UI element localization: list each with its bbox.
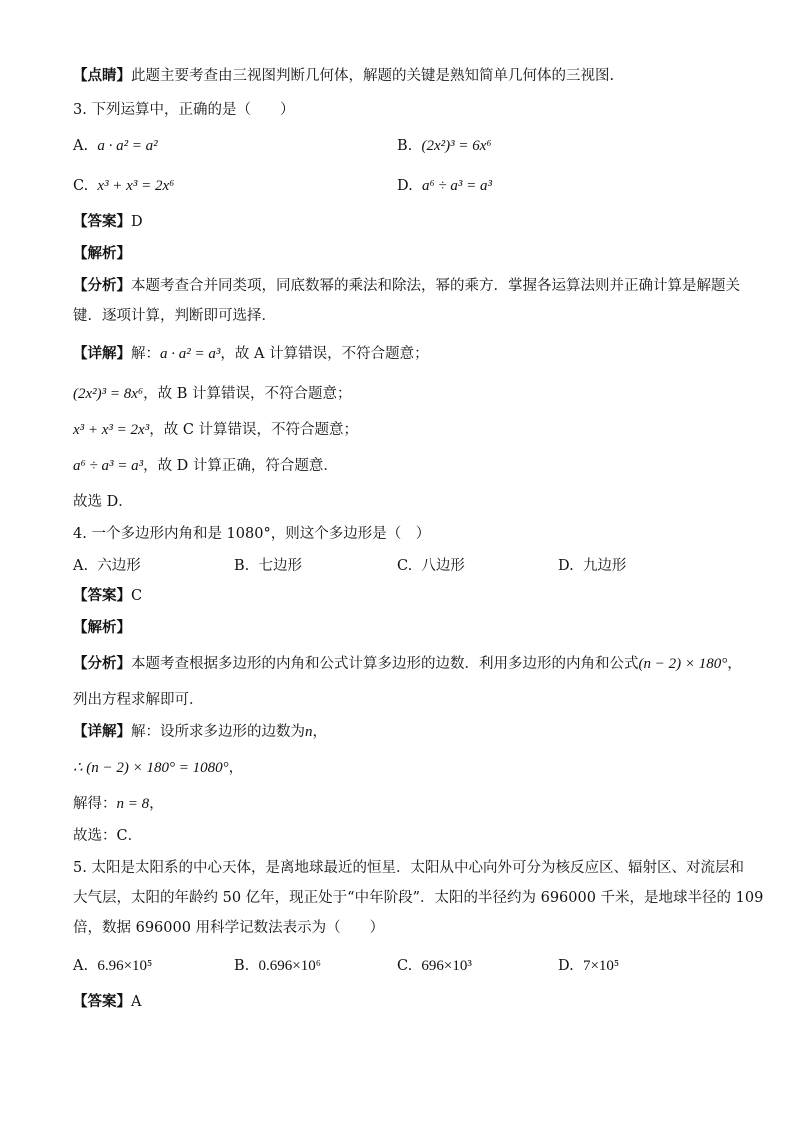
option-expr: 6.96×10⁵ — [97, 958, 153, 974]
analysis-tag: 【解析】 — [73, 620, 131, 636]
detail-expr: n = 8 — [116, 796, 150, 812]
option-label: A. — [73, 138, 89, 154]
analysis-sub-tag: 【分析】 — [73, 278, 131, 294]
analysis-end: ， — [727, 656, 742, 672]
answer-value: C — [131, 588, 143, 604]
answer-value: A — [131, 994, 142, 1010]
q4-option-a — [73, 556, 141, 576]
detail-tag: 【详解】 — [73, 724, 131, 740]
option-expr: 696×10³ — [421, 958, 472, 974]
option-expr: 7×10⁵ — [582, 958, 620, 974]
q4-analysis-line-1 — [73, 654, 742, 674]
option-text: 七边形 — [258, 558, 302, 574]
option-label: C. — [73, 178, 89, 194]
q3-option-b — [397, 136, 492, 156]
q4-detail-line-3 — [73, 794, 164, 814]
analysis-tag: 【解析】 — [73, 246, 131, 262]
q3-option-a — [73, 136, 158, 156]
detail-text: ，故 B 计算错误，不符合题意； — [143, 386, 352, 402]
detail-end: ， — [312, 724, 327, 740]
option-text: 六边形 — [97, 558, 141, 574]
q3-answer-line — [73, 212, 143, 232]
option-text: 九边形 — [582, 558, 627, 574]
q3-detail-line-4 — [73, 456, 338, 476]
detail-text: 解得： — [73, 796, 117, 812]
analysis-text: 本题考查根据多边形的内角和公式计算多边形的边数．利用多边形的内角和公式 — [131, 656, 639, 672]
option-label: C. — [397, 958, 413, 974]
analysis-sub-tag: 【分析】 — [73, 656, 131, 672]
q4-answer-line — [73, 586, 142, 606]
q3-conclusion: 故选 D． — [73, 494, 133, 510]
q5-option-a — [73, 956, 152, 976]
detail-expr: a · a² = a³ — [160, 346, 221, 362]
answer-tag: 【答案】 — [73, 214, 131, 230]
q3-analysis-heading — [73, 244, 131, 264]
key-point-tag: 【点睛】 — [73, 68, 131, 84]
option-label: B. — [397, 138, 413, 154]
q4-conclusion: 故选：C． — [73, 828, 143, 844]
option-expr: (2x²)³ = 6x⁶ — [421, 138, 492, 154]
detail-text: ，故 C 计算错误，不符合题意； — [149, 422, 359, 438]
question-5-line-1: 5. 太阳是太阳系的中心天体，是离地球最近的恒星．太阳从中心向外可分为核反应区、辐射区、对流层和 — [73, 860, 744, 876]
option-expr: 0.696×10⁶ — [258, 958, 321, 974]
q3-detail-line-1 — [73, 344, 429, 364]
detail-end: ， — [149, 796, 164, 812]
question-5-line-3: 倍，数据 696000 用科学记数法表示为（ ） — [73, 920, 385, 936]
detail-text: 解：设所求多边形的边数为 — [131, 724, 305, 740]
option-label: D. — [558, 958, 574, 974]
detail-prefix: 解： — [131, 346, 160, 362]
q5-option-b — [234, 956, 321, 976]
option-text: 八边形 — [421, 558, 465, 574]
answer-tag: 【答案】 — [73, 588, 131, 604]
answer-tag: 【答案】 — [73, 994, 131, 1010]
option-label: D. — [397, 178, 413, 194]
analysis-expr: (n − 2) × 180° — [638, 656, 728, 672]
detail-text: ，故 D 计算正确，符合题意． — [143, 458, 338, 474]
detail-end: ， — [228, 760, 244, 776]
q4-option-d — [558, 556, 626, 576]
q3-analysis-line-2: 键．逐项计算，判断即可选择． — [73, 308, 276, 324]
detail-tag: 【详解】 — [73, 346, 131, 362]
key-point-text: 此题主要考查由三视图判断几何体，解题的关键是熟知简单几何体的三视图. — [131, 68, 615, 84]
detail-expr: n — [305, 724, 313, 740]
q4-option-c — [397, 556, 465, 576]
option-label: B. — [234, 558, 250, 574]
question-4-stem: 4. 一个多边形内角和是 1080°，则这个多边形是（ ） — [73, 526, 431, 542]
option-expr: x³ + x³ = 2x⁶ — [97, 178, 175, 194]
q5-option-c — [397, 956, 472, 976]
detail-expr: a⁶ ÷ a³ = a³ — [73, 458, 144, 474]
question-5-line-2: 大气层，太阳的年龄约 50 亿年，现正处于“中年阶段”．太阳的半径约为 696000 千米，是地球半径的 109 — [73, 890, 764, 906]
option-expr: a · a² = a² — [97, 138, 158, 154]
answer-value: D — [131, 214, 143, 230]
detail-expr: (2x²)³ = 8x⁶ — [73, 386, 144, 402]
option-label: C. — [397, 558, 413, 574]
q3-analysis-line-1 — [73, 276, 740, 296]
option-label: D. — [558, 558, 574, 574]
detail-expr: x³ + x³ = 2x³ — [73, 422, 150, 438]
q4-analysis-heading — [73, 618, 131, 638]
q4-analysis-line-2: 列出方程求解即可． — [73, 692, 204, 708]
detail-expr: ∴ (n − 2) × 180° = 1080° — [73, 760, 229, 776]
option-label: A. — [73, 558, 89, 574]
detail-text: ，故 A 计算错误，不符合题意； — [220, 346, 429, 362]
q4-detail-line-2 — [73, 758, 243, 778]
q3-option-d — [397, 176, 492, 196]
key-point-line — [73, 66, 614, 86]
q3-detail-line-3 — [73, 420, 358, 440]
q4-detail-line-1 — [73, 722, 327, 742]
option-expr: a⁶ ÷ a³ = a³ — [421, 178, 493, 194]
q3-option-c — [73, 176, 174, 196]
q4-option-b — [234, 556, 302, 576]
analysis-text: 本题考查合并同类项，同底数幂的乘法和除法，幂的乘方．掌握各运算法则并正确计算是解题关 — [131, 278, 740, 294]
q5-answer-line — [73, 992, 141, 1012]
option-label: A. — [73, 958, 89, 974]
option-label: B. — [234, 958, 250, 974]
question-3-stem: 3. 下列运算中，正确的是（ ） — [73, 102, 295, 118]
q5-option-d — [558, 956, 619, 976]
q3-detail-line-2 — [73, 384, 352, 404]
